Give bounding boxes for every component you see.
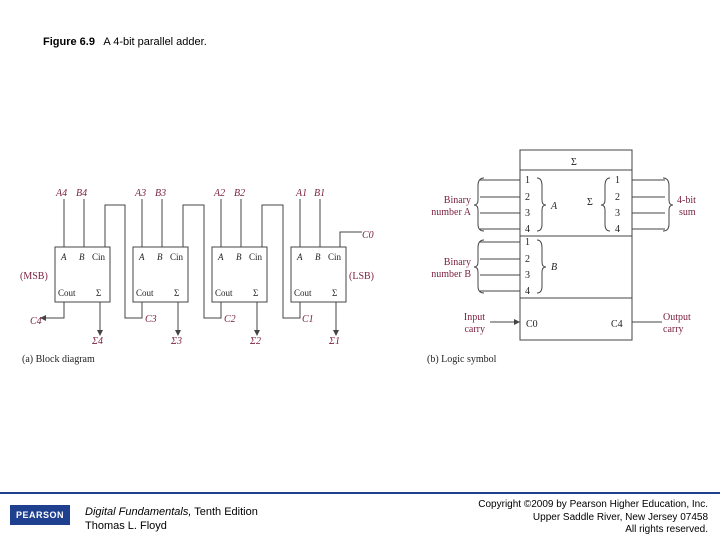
block3-pin-cin: Cin (170, 252, 184, 262)
copyright-line-2: Upper Saddle River, New Jersey 07458 (532, 511, 708, 523)
label-c3: C3 (145, 314, 157, 325)
label-b1: B1 (314, 188, 326, 199)
pin-sum-1: 1 (615, 175, 620, 186)
logic-c0: C0 (526, 319, 538, 330)
pin-b-3: 3 (525, 270, 530, 281)
label-msb: (MSB) (20, 271, 48, 282)
copyright (478, 499, 708, 537)
block4-pin-cin: Cin (92, 252, 106, 262)
pin-a-2: 2 (525, 192, 530, 203)
group-a: A (551, 201, 558, 212)
pin-sum-3: 3 (615, 208, 620, 219)
book-title: Digital Fundamentals, (85, 506, 192, 518)
label-b3: B3 (155, 188, 167, 199)
label-lsb: (LSB) (349, 271, 374, 282)
label-b4: B4 (76, 188, 88, 199)
input-carry-label-2: carry (464, 324, 485, 335)
block2-pin-b: B (236, 252, 242, 262)
book-info (85, 505, 258, 533)
block2-pin-sum: Σ (253, 288, 259, 298)
block1-pin-sum: Σ (332, 288, 338, 298)
block1-pin-cout: Cout (294, 288, 312, 298)
sum-label-1: 4-bit (677, 195, 696, 206)
output-carry-label-2: carry (663, 324, 684, 335)
label-a2: A2 (214, 188, 226, 199)
pin-a-4: 4 (525, 224, 530, 235)
pin-sum-2: 2 (615, 192, 620, 203)
label-b2: B2 (234, 188, 246, 199)
block-diagram-caption: (a) Block diagram (22, 354, 95, 365)
label-sum1: Σ1 (329, 336, 340, 347)
binary-b-label-1: Binary (443, 257, 471, 268)
block1-pin-b: B (315, 252, 321, 262)
label-sum3: Σ3 (171, 336, 182, 347)
label-c1: C1 (302, 314, 314, 325)
block4-pin-sum: Σ (96, 288, 102, 298)
label-sum4: Σ4 (92, 336, 103, 347)
block1-pin-cin: Cin (328, 252, 342, 262)
logic-symbol-caption: (b) Logic symbol (427, 354, 497, 365)
binary-b-label-2: number B (431, 269, 471, 280)
block3-pin-cout: Cout (136, 288, 154, 298)
pin-b-1: 1 (525, 237, 530, 248)
label-sum2: Σ2 (250, 336, 261, 347)
label-a3: A3 (135, 188, 147, 199)
sum-label-2: sum (679, 207, 696, 218)
logic-header: Σ (571, 157, 577, 168)
input-carry-label-1: Input (463, 312, 485, 323)
label-c0: C0 (362, 230, 374, 241)
block4-pin-b: B (79, 252, 85, 262)
book-author: Thomas L. Floyd (85, 520, 167, 532)
binary-a-label-1: Binary (443, 195, 471, 206)
label-a1: A1 (296, 188, 308, 199)
label-c2: C2 (224, 314, 236, 325)
block3-pin-a: A (139, 252, 145, 262)
pin-b-2: 2 (525, 254, 530, 265)
label-c4: C4 (30, 316, 42, 327)
group-sum: Σ (587, 197, 593, 208)
pin-a-3: 3 (525, 208, 530, 219)
book-edition: Tenth Edition (191, 506, 258, 518)
binary-a-label-2: number A (431, 207, 471, 218)
block2-pin-a: A (218, 252, 224, 262)
footer-rule (0, 492, 720, 494)
pin-a-1: 1 (525, 175, 530, 186)
output-carry-label-1: Output (663, 312, 691, 323)
block1-pin-a: A (297, 252, 303, 262)
block2-pin-cout: Cout (215, 288, 233, 298)
block4-pin-cout: Cout (58, 288, 76, 298)
block3-pin-sum: Σ (174, 288, 180, 298)
pearson-logo: PEARSON (10, 505, 70, 525)
block3-pin-b: B (157, 252, 163, 262)
copyright-line-3: All rights reserved. (625, 524, 708, 535)
pin-sum-4: 4 (615, 224, 620, 235)
block4-pin-a: A (61, 252, 67, 262)
block2-pin-cin: Cin (249, 252, 263, 262)
label-a4: A4 (56, 188, 68, 199)
group-b: B (551, 262, 558, 273)
pin-b-4: 4 (525, 286, 530, 297)
logic-c4: C4 (611, 319, 623, 330)
figure-caption: A 4-bit parallel adder. (103, 36, 207, 48)
copyright-line-1: Copyright ©2009 by Pearson Higher Education, Inc. (478, 499, 708, 510)
figure-number: Figure 6.9 (43, 36, 95, 48)
